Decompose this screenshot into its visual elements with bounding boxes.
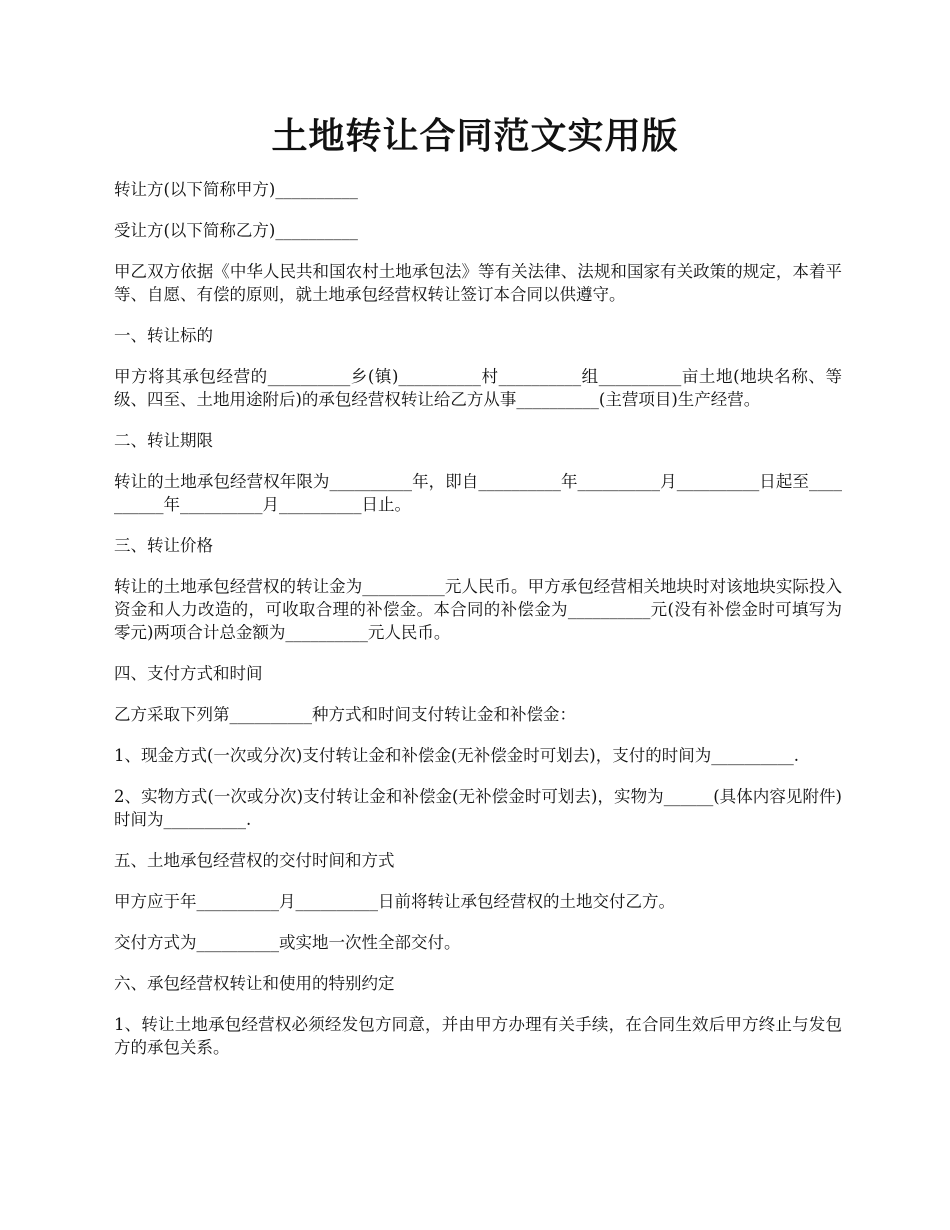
section-5-paragraph-2: 交付方式为__________或实地一次性全部交付。 — [114, 933, 461, 952]
section-4-intro: 乙方采取下列第__________种方式和时间支付转让金和补偿金： — [114, 705, 576, 724]
section-heading-5: 五、土地承包经营权的交付时间和方式 — [114, 851, 395, 870]
section-4-item-1: 1、现金方式(一次或分次)支付转让金和补偿金(无补偿金时可划去)，支付的时间为__________. — [114, 746, 799, 765]
section-heading-4: 四、支付方式和时间 — [114, 664, 263, 683]
section-5-paragraph-1: 甲方应于年__________月__________日前将转让承包经营权的土地交付乙方。 — [114, 892, 675, 911]
section-4-item-2: 2、实物方式(一次或分次)支付转让金和补偿金(无补偿金时可划去)，实物为______(具体内容见附件)时间为__________. — [114, 787, 842, 829]
section-2-paragraph: 转让的土地承包经营权年限为__________年，即自__________年__________月__________日起至__________年__________月__________日止。 — [114, 472, 842, 514]
section-heading-6: 六、承包经营权转让和使用的特别约定 — [114, 974, 395, 993]
preamble-paragraph: 甲乙双方依据《中华人民共和国农村土地承包法》等有关法律、法规和国家有关政策的规定，本着平等、自愿、有偿的原则，就土地承包经营权转让签订本合同以供遵守。 — [114, 262, 842, 304]
section-1-paragraph: 甲方将其承包经营的__________乡(镇)__________村__________组__________亩土地(地块名称、等级、四至、土地用途附后)的承包经营权转让给乙方从事__________(主营项目)生产经营。 — [114, 367, 842, 409]
section-3-paragraph: 转让的土地承包经营权的转让金为__________元人民币。甲方承包经营相关地块时对该地块实际投入资金和人力改造的，可收取合理的补偿金。本合同的补偿金为__________元(没有补偿金时可填写为零元)两项合计总金额为__________元人民币。 — [114, 577, 842, 642]
section-6-item-1: 1、转让土地承包经营权必须经发包方同意，并由甲方办理有关手续，在合同生效后甲方终止与发包方的承包关系。 — [114, 1015, 842, 1057]
section-heading-2: 二、转让期限 — [114, 431, 213, 450]
document-body — [114, 178, 842, 1077]
section-heading-3: 三、转让价格 — [114, 536, 213, 555]
transferor-line: 转让方(以下简称甲方)__________ — [114, 180, 358, 199]
transferee-line: 受让方(以下简称乙方)__________ — [114, 221, 358, 240]
document-title: 土地转让合同范文实用版 — [271, 115, 679, 157]
section-heading-1: 一、转让标的 — [114, 326, 213, 345]
